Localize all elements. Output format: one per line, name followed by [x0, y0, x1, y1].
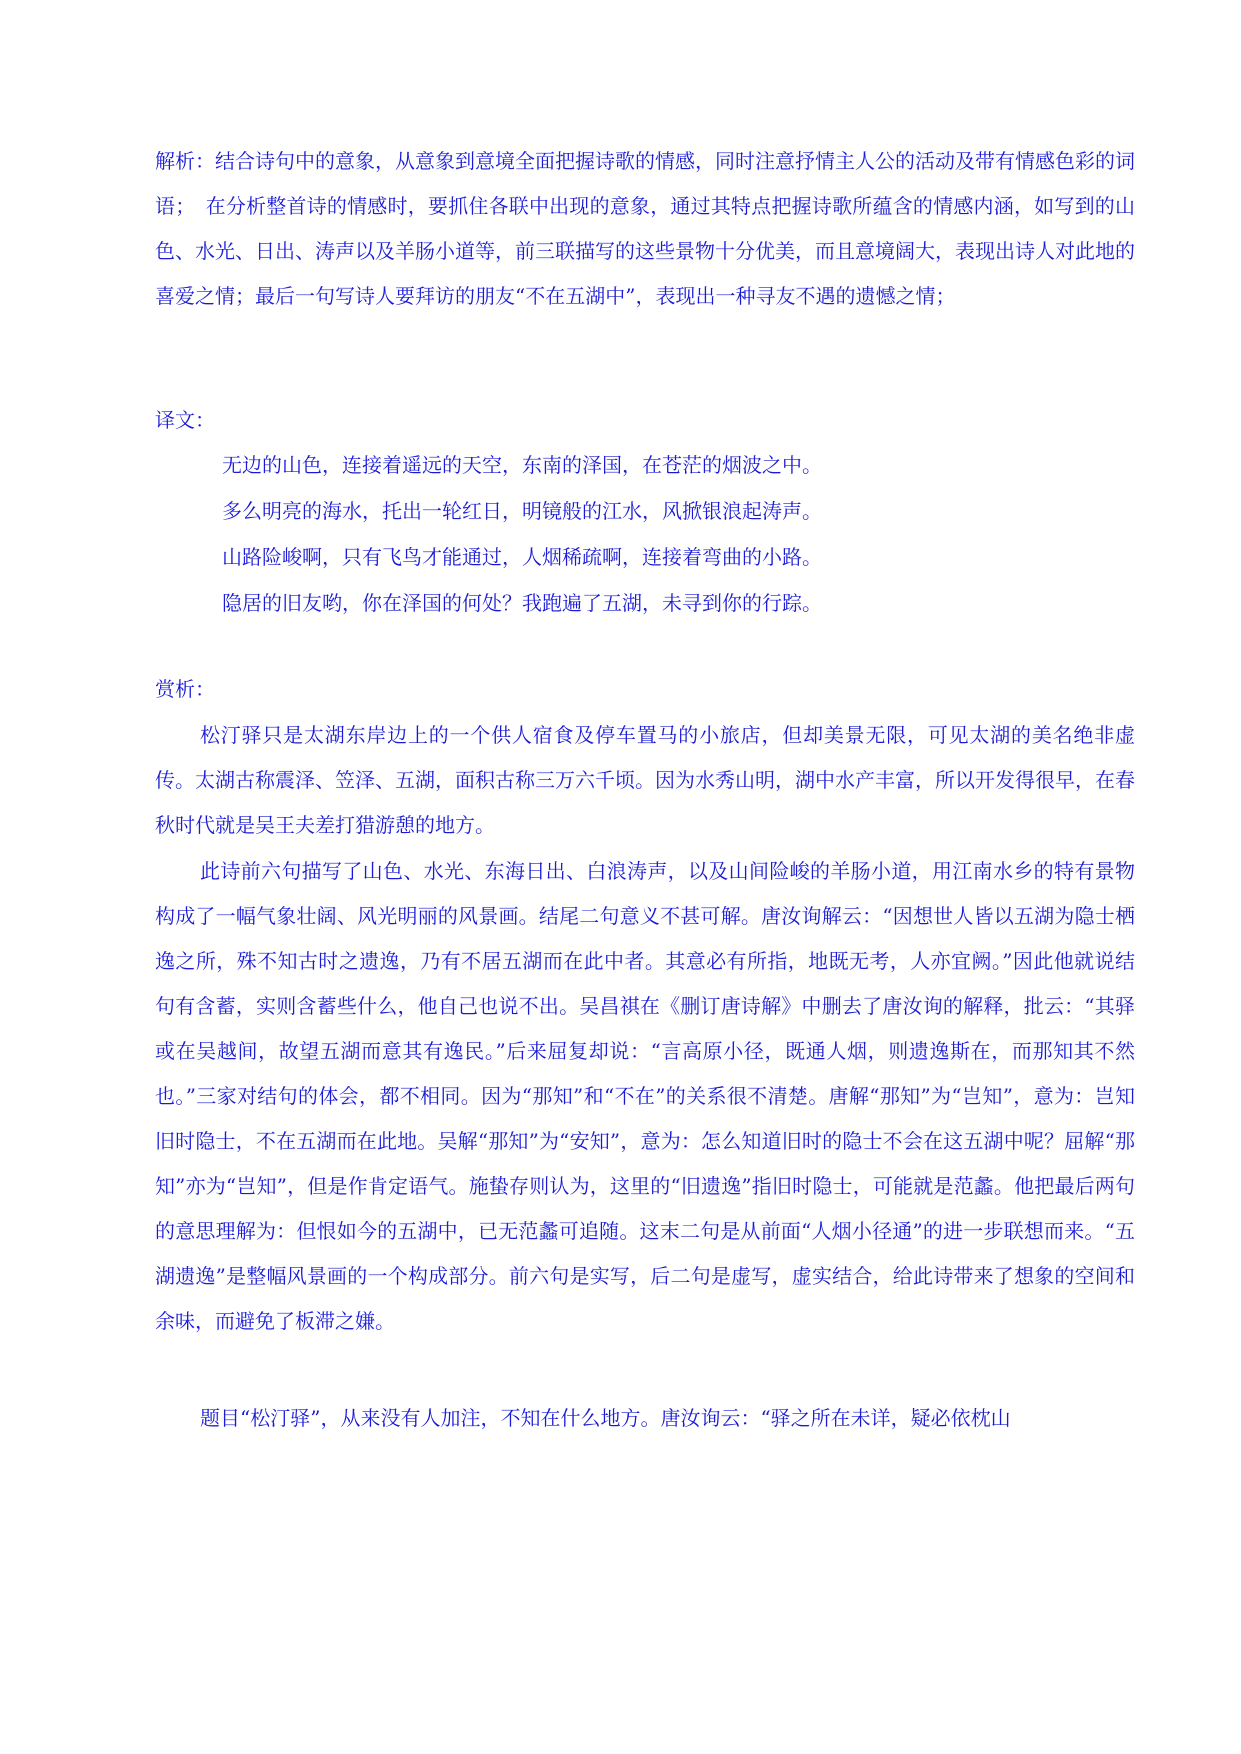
appreciation-heading: 赏析：: [155, 677, 215, 701]
analysis-paragraph: 解析：结合诗句中的意象，从意象到意境全面把握诗歌的情感，同时注意抒情主人公的活动及带有情感色彩的词语； 在分析整首诗的情感时，要抓住各联中出现的意象，通过其特点把握诗歌所蕴含的情感内涵，如写到的山色、水光、日出、涛声以及羊肠小道等，前三联描写的这些景物十分优美，而且意境阔大，表现出诗人对此地的喜爱之情；最后一句写诗人要拜访的朋友“不在五湖中”，表现出一种寻友不遇的遗憾之情；: [155, 149, 1135, 308]
appreciation-paragraph: 此诗前六句描写了山色、水光、东海日出、白浪涛声，以及山间险峻的羊肠小道，用江南水乡的特有景物构成了一幅气象壮阔、风光明丽的风景画。结尾二句意义不甚可解。唐汝询解云：“因想世人皆以五湖为隐士栖逸之所，殊不知古时之遗逸，乃有不居五湖而在此中者。其意必有所指，地既无考，人亦宜阙。”因此他就说结句有含蓄，实则含蓄些什么，他自己也说不出。吴昌祺在《删订唐诗解》中删去了唐汝询的解释，批云：“其驿或在吴越间，故望五湖而意其有逸民。”后来屈复却说：“言高原小径，既通人烟，则遗逸斯在，而那知其不然也。”三家对结句的体会，都不相同。因为“那知”和“不在”的关系很不清楚。唐解“那知”为“岂知”，意为：岂知旧时隐士，不在五湖而在此地。吴解“那知”为“安知”，意为：怎么知道旧时的隐士不会在这五湖中呢？屈解“那知”亦为“岂知”，但是作肯定语气。施蛰存则认为，这里的“旧遗逸”指旧时隐士，可能就是范蠡。他把最后两句的意思理解为：但恨如今的五湖中，已无范蠡可追随。这末二句是从前面“人烟小径通”的进一步联想而来。“五湖遗逸”是整幅风景画的一个构成部分。前六句是实写，后二句是虚写，虚实结合，给此诗带来了想象的空间和余味，而避免了板滞之嫌。: [155, 859, 1135, 1333]
translation-heading: 译文：: [155, 408, 215, 432]
appreciation-paragraph: 松汀驿只是太湖东岸边上的一个供人宿食及停车置马的小旅店，但却美景无限，可见太湖的美名绝非虚传。太湖古称震泽、笠泽、五湖，面积古称三万六千顷。因为水秀山明，湖中水产丰富，所以开发得很早，在春秋时代就是吴王夫差打猎游憩的地方。: [155, 723, 1135, 837]
translation-line: 隐居的旧友哟，你在泽国的何处？我跑遍了五湖，未寻到你的行踪。: [222, 591, 822, 615]
appreciation-paragraph: 题目“松汀驿”，从来没有人加注，不知在什么地方。唐汝询云：“驿之所在未详，疑必依枕山: [200, 1406, 1011, 1430]
translation-line: 无边的山色，连接着遥远的天空，东南的泽国，在苍茫的烟波之中。: [222, 453, 822, 477]
translation-line: 山路险峻啊，只有飞鸟才能通过，人烟稀疏啊，连接着弯曲的小路。: [222, 545, 822, 569]
translation-line: 多么明亮的海水，托出一轮红日，明镜般的江水，风掀银浪起涛声。: [222, 499, 822, 523]
